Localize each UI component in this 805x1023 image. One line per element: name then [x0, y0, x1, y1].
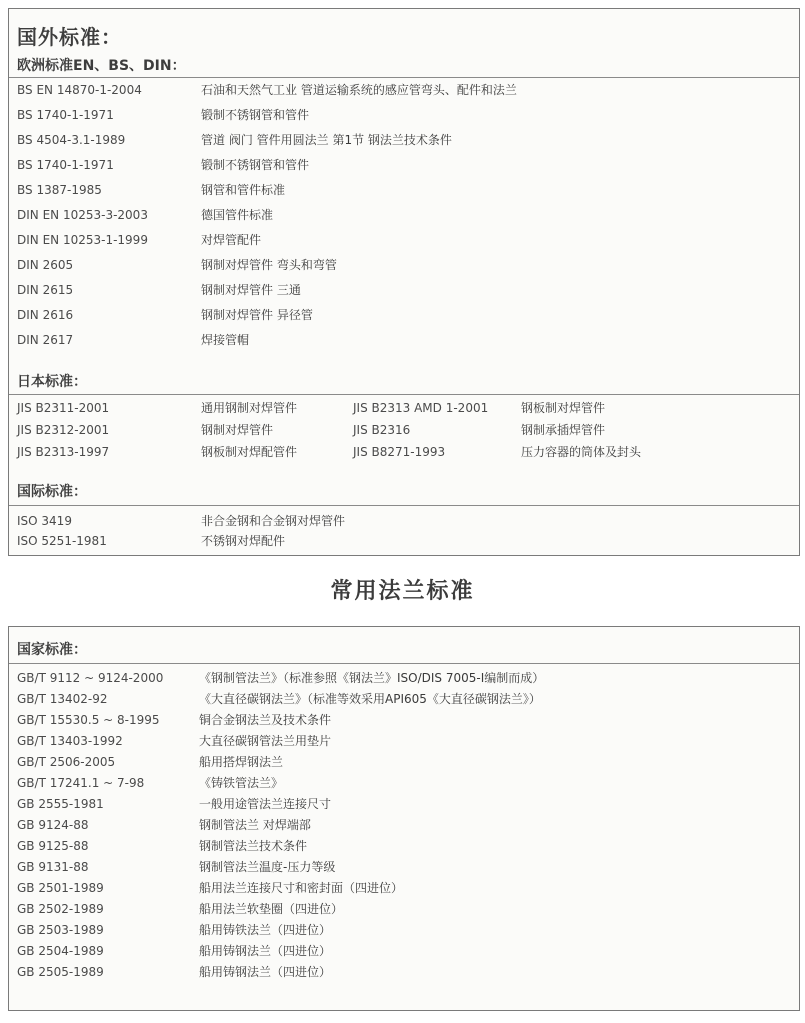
- eu-divider: [9, 77, 799, 78]
- standard-desc: 船用铸钢法兰（四进位）: [199, 944, 332, 958]
- standard-desc: 船用铸钢法兰（四进位）: [199, 965, 332, 979]
- standard-code: DIN 2616: [17, 308, 74, 322]
- standard-code: GB 2555-1981: [17, 797, 104, 811]
- iso-heading: 国际标准：: [17, 484, 87, 500]
- standard-code: GB 2501-1989: [17, 881, 104, 895]
- standard-code-2: JIS B2316: [353, 423, 411, 437]
- standard-desc: 不锈钢对焊配件: [201, 534, 286, 548]
- standard-desc: 德国管件标准: [201, 208, 274, 222]
- standard-desc: 钢制对焊管件: [201, 423, 274, 437]
- standard-desc-2: 压力容器的筒体及封头: [521, 445, 642, 459]
- standard-code: BS 1387-1985: [17, 183, 102, 197]
- standard-code: GB/T 13403-1992: [17, 734, 123, 748]
- standard-code: GB 2503-1989: [17, 923, 104, 937]
- standard-desc: 通用钢制对焊管件: [201, 401, 298, 415]
- standard-code: DIN EN 10253-1-1999: [17, 233, 148, 247]
- standard-code: ISO 3419: [17, 514, 72, 528]
- standard-code: BS 1740-1-1971: [17, 158, 114, 172]
- standard-desc: 《铸铁管法兰》: [199, 776, 284, 790]
- standard-desc: 管道 阀门 管件用圆法兰 第1节 钢法兰技术条件: [201, 133, 452, 147]
- standard-code: GB/T 13402-92: [17, 692, 108, 706]
- standard-code: GB 9125-88: [17, 839, 89, 853]
- national-divider: [9, 663, 799, 664]
- standard-desc: 钢管和管件标准: [201, 183, 286, 197]
- standard-code: GB/T 15530.5 ~ 8-1995: [17, 713, 160, 727]
- standard-desc: 焊接管帽: [201, 333, 250, 347]
- international-standards-panel: [8, 8, 800, 556]
- flange-section-title: 常用法兰标准: [330, 579, 475, 604]
- standard-desc: 锻制不锈钢管和管件: [201, 158, 310, 172]
- intl-title: 国外标准：: [17, 25, 122, 49]
- standard-code: DIN 2617: [17, 333, 74, 347]
- standard-code: GB 2502-1989: [17, 902, 104, 916]
- standard-code: DIN EN 10253-3-2003: [17, 208, 148, 222]
- jp-heading: 日本标准：: [17, 374, 87, 390]
- standard-code: GB 2504-1989: [17, 944, 104, 958]
- standard-code-2: JIS B2313 AMD 1-2001: [353, 401, 489, 415]
- iso-divider: [9, 505, 799, 506]
- standard-desc: 对焊管配件: [201, 233, 262, 247]
- standard-desc: 大直径碳钢管法兰用垫片: [199, 734, 332, 748]
- standard-desc: 《钢制管法兰》（标准参照《钢法兰》ISO/DIS 7005-I编制而成）: [199, 671, 545, 685]
- standard-code: ISO 5251-1981: [17, 534, 107, 548]
- standard-code: JIS B2312-2001: [17, 423, 110, 437]
- standard-code: GB/T 17241.1 ~ 7-98: [17, 776, 145, 790]
- standard-desc: 《大直径碳钢法兰》（标准等效采用API605《大直径碳钢法兰》）: [199, 692, 541, 706]
- standard-code-2: JIS B8271-1993: [353, 445, 446, 459]
- standard-desc-2: 钢板制对焊管件: [521, 401, 606, 415]
- flange-standards-panel: [8, 626, 800, 1011]
- standard-desc: 钢制对焊管件 弯头和弯管: [201, 258, 337, 272]
- standard-desc: 钢制管法兰温度-压力等级: [199, 860, 336, 874]
- standard-desc: 铜合金钢法兰及技术条件: [199, 713, 332, 727]
- standard-desc: 钢制管法兰 对焊端部: [199, 818, 311, 832]
- standard-code: GB/T 2506-2005: [17, 755, 116, 769]
- standard-desc: 钢板制对焊配管件: [201, 445, 298, 459]
- standard-desc: 船用法兰软垫圈（四进位）: [199, 902, 344, 916]
- jp-divider: [9, 394, 799, 395]
- standard-desc: 船用法兰连接尺寸和密封面（四进位）: [199, 881, 404, 895]
- standard-desc: 钢制管法兰技术条件: [199, 839, 308, 853]
- eu-heading: 欧洲标准EN、BS、DIN：: [17, 58, 186, 74]
- standard-code: GB 9131-88: [17, 860, 89, 874]
- national-heading: 国家标准：: [17, 642, 87, 658]
- standard-code: GB 9124-88: [17, 818, 89, 832]
- standard-desc: 船用铸铁法兰（四进位）: [199, 923, 332, 937]
- standard-code: JIS B2313-1997: [17, 445, 110, 459]
- standard-desc: 船用搭焊钢法兰: [199, 755, 284, 769]
- standard-desc: 一般用途管法兰连接尺寸: [199, 797, 332, 811]
- standard-desc: 锻制不锈钢管和管件: [201, 108, 310, 122]
- standard-desc-2: 钢制承插焊管件: [521, 423, 606, 437]
- standard-desc: 石油和天然气工业 管道运输系统的感应管弯头、配件和法兰: [201, 83, 517, 97]
- standard-code: GB/T 9112 ~ 9124-2000: [17, 671, 164, 685]
- standard-code: GB 2505-1989: [17, 965, 104, 979]
- standard-desc: 钢制对焊管件 异径管: [201, 308, 313, 322]
- standard-code: DIN 2615: [17, 283, 74, 297]
- standard-desc: 钢制对焊管件 三通: [201, 283, 301, 297]
- standard-code: BS 1740-1-1971: [17, 108, 114, 122]
- standard-code: DIN 2605: [17, 258, 74, 272]
- standard-code: BS 4504-3.1-1989: [17, 133, 126, 147]
- standard-code: BS EN 14870-1-2004: [17, 83, 142, 97]
- standard-desc: 非合金钢和合金钢对焊管件: [201, 514, 346, 528]
- standard-code: JIS B2311-2001: [17, 401, 110, 415]
